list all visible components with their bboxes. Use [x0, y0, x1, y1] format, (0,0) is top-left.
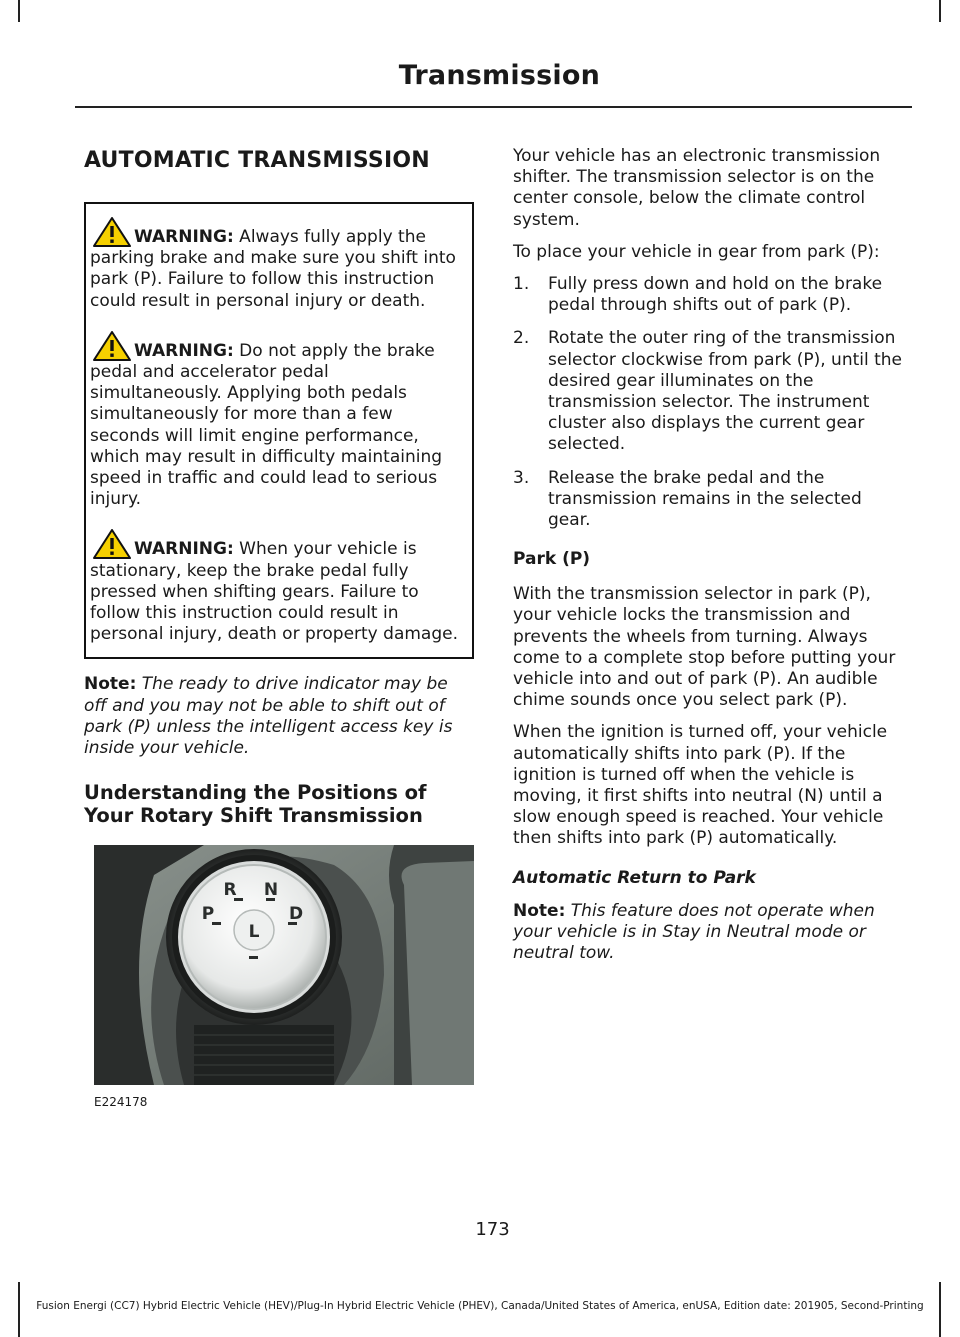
- step-text: Fully press down and hold on the brake pedal through shifts out of park (P).: [548, 274, 883, 316]
- warning-triangle-icon: [92, 216, 132, 248]
- steps-list: [513, 274, 908, 531]
- gear-label-r: R: [223, 880, 237, 901]
- figure-code: E224178: [94, 1095, 148, 1110]
- note-text: This feature does not operate when your vehicle is in Stay in Neutral mode or neutral tow.: [513, 900, 875, 964]
- warning-item: [90, 216, 465, 312]
- warning-triangle-icon: [92, 528, 132, 560]
- park-paragraph: With the transmission selector in park (P), your vehicle locks the transmission and prevents the wheels from turning. Always come to a complete stop before putting your vehicle into and out of park (P). An audible chime sounds once you select park (P).: [513, 584, 896, 711]
- gear-label-n: N: [263, 880, 279, 901]
- warning-text: When your vehicle is stationary, keep the brake pedal fully pressed when shifting gears. Failure to follow this instruction could result in personal injury, death or property damage.: [90, 539, 458, 645]
- step-text: Release the brake pedal and the transmission remains in the selected gear.: [548, 467, 862, 531]
- subheading: Understanding the Positions of Your Rotary Shift Transmission: [84, 781, 427, 827]
- auto-return-heading: Automatic Return to Park: [513, 867, 756, 888]
- section-title: AUTOMATIC TRANSMISSION: [84, 148, 430, 173]
- step-number: 2.: [513, 328, 530, 349]
- crop-mark-top-right: [939, 0, 941, 22]
- warning-box: [84, 202, 474, 659]
- header-divider: [75, 106, 912, 108]
- note-label: Note:: [84, 674, 137, 695]
- note: [84, 674, 474, 759]
- list-item: [513, 274, 908, 316]
- crop-mark-top-left: [18, 0, 20, 22]
- gear-label-p: P: [201, 904, 215, 925]
- right-column: [513, 146, 908, 975]
- warning-triangle-icon: [92, 330, 132, 362]
- warning-text: Always fully apply the parking brake and make sure you shift into park (P). Failure to follow this instruction could result in personal injury or death.: [90, 227, 456, 311]
- warning-label: WARNING:: [134, 227, 234, 247]
- note-label: Note:: [513, 900, 566, 921]
- list-item: [513, 468, 908, 532]
- step-number: 3.: [513, 467, 530, 488]
- list-item: [513, 328, 908, 455]
- intro-paragraph: Your vehicle has an electronic transmission shifter. The transmission selector is on the center console, below the climate control system.: [513, 146, 881, 230]
- note-text: The ready to drive indicator may be off and you may not be able to shift out of park (P) unless the intelligent access key is inside your vehicle.: [84, 674, 453, 759]
- park-paragraph: When the ignition is turned off, your vehicle automatically shifts into park (P). If the ignition is turned off when the vehicle is moving, it first shifts into neutral (N) until a slow enough speed is reached. Your vehicle then shifts into park (P) automatically.: [513, 722, 888, 849]
- warning-item: [90, 330, 465, 511]
- steps-intro: To place your vehicle in gear from park (P):: [513, 241, 880, 262]
- note: [513, 901, 908, 965]
- footer-text: Fusion Energi (CC7) Hybrid Electric Vehicle (HEV)/Plug-In Hybrid Electric Vehicle (PHEV), Canada/United States of America, enUSA, Edition date: 201905, Second-Printing: [36, 1300, 924, 1312]
- gear-label-l: L: [248, 922, 260, 943]
- warning-label: WARNING:: [134, 340, 234, 361]
- park-heading: Park (P): [513, 549, 591, 570]
- warning-label: WARNING:: [134, 539, 234, 560]
- left-column: [84, 146, 474, 1109]
- warning-item: [90, 528, 465, 645]
- page-title: Transmission: [398, 60, 600, 91]
- page-number: 173: [475, 1219, 510, 1240]
- rotary-shifter-figure: [94, 845, 474, 1085]
- step-number: 1.: [513, 274, 530, 295]
- warning-text: Do not apply the brake pedal and accelerator pedal simultaneously. Applying both pedals simultaneously for more than a few seconds will limit engine performance, which may result in difficulty maintaining speed in traffic and could lead to serious injury.: [90, 340, 443, 510]
- gear-label-d: D: [288, 904, 304, 925]
- step-text: Rotate the outer ring of the transmission selector clockwise from park (P), until the desired gear illuminates on the transmission selector. The instrument cluster also displays the current gear selected.: [548, 328, 903, 455]
